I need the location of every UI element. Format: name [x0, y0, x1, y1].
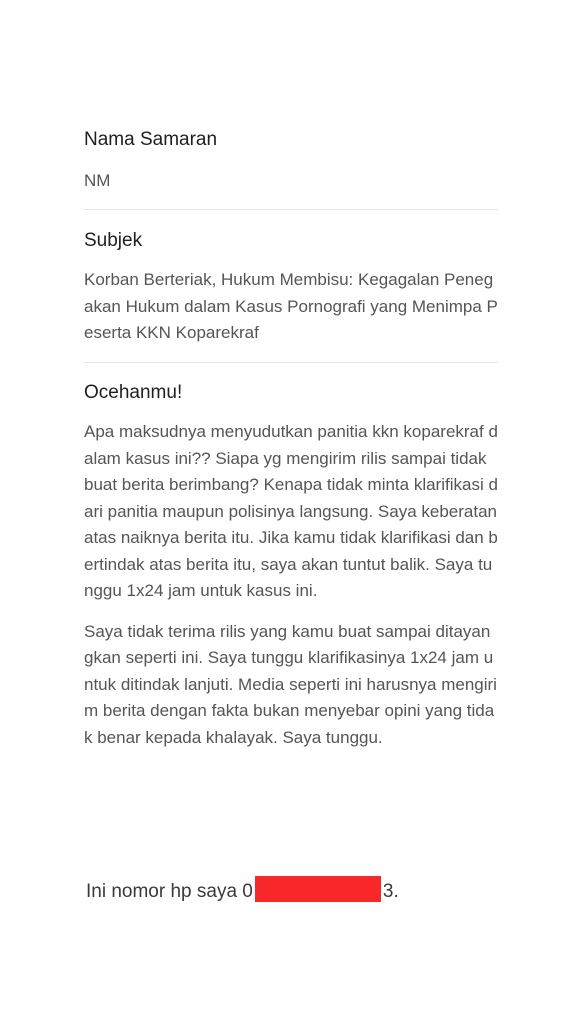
field-value-subjek: Korban Berteriak, Hukum Membisu: Kegagalan Penegakan Hukum dalam Kasus Pornografi yang Menimpa Peserta KKN Koparekraf	[84, 270, 498, 342]
divider	[84, 209, 498, 210]
field-value-nama-samaran: NM	[84, 171, 111, 190]
field-nama-samaran	[84, 128, 498, 195]
field-label-subjek: Subjek	[84, 230, 143, 251]
message-paragraph: Apa maksudnya menyudutkan panitia kkn koparekraf dalam kasus ini?? Siapa yg mengirim rilis sampai tidak buat berita berimbang? Kenapa tidak minta klarifikasi dari panitia maupun polisinya langsung. Saya keberatan atas naiknya berita itu. Jika kamu tidak klarifikasi dan bertindak atas berita itu, saya akan tuntut balik. Saya tunggu 1x24 jam untuk kasus ini.	[84, 422, 502, 600]
phone-number-line	[86, 876, 399, 906]
message-paragraph: Saya tidak terima rilis yang kamu buat sampai ditayangkan seperti ini. Saya tunggu klarifikasinya 1x24 jam untuk ditindak lanjuti. Media seperti ini harusnya mengirim berita dengan fakta bukan menyebar opini yang tidak benar kepada khalayak. Saya tunggu.	[84, 621, 497, 747]
redaction-bar	[255, 876, 381, 902]
field-label-ocehanmu: Ocehanmu!	[84, 382, 183, 403]
field-label-nama-samaran: Nama Samaran	[84, 129, 218, 150]
field-ocehanmu	[84, 381, 502, 751]
phone-prefix-text: Ini nomor hp saya 0	[86, 881, 253, 902]
field-subjek	[84, 229, 498, 347]
divider	[84, 362, 498, 363]
phone-suffix-text: 3.	[382, 881, 399, 902]
